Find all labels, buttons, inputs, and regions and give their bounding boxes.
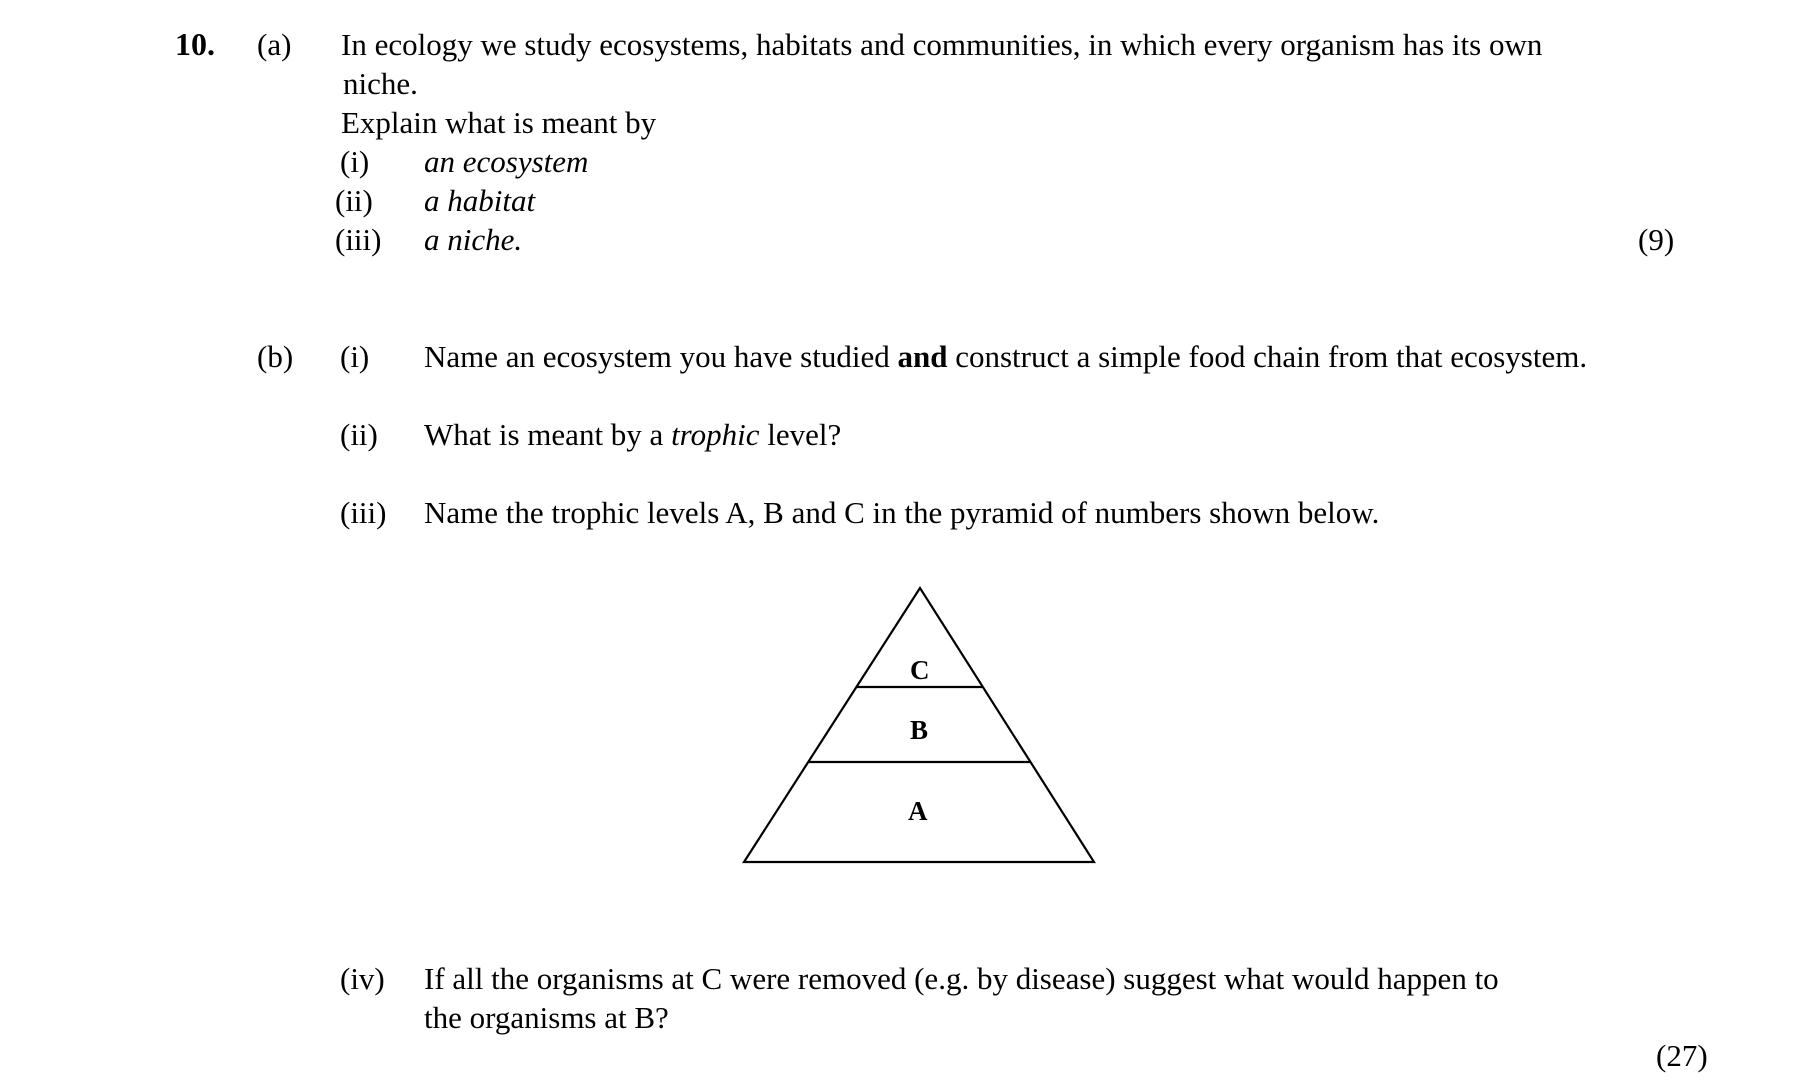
part-b-item-iv-line1: If all the organisms at C were removed (e.g. by disease) suggest what would happen to: [424, 961, 1499, 996]
pyramid-level-c-label: C: [910, 655, 930, 685]
text-segment: construct a simple food chain from that ecosystem.: [947, 339, 1588, 374]
part-b-marks: (27): [1656, 1038, 1708, 1073]
part-a-item-text: an ecosystem: [424, 144, 589, 179]
part-a-item-label: (i): [340, 144, 370, 179]
part-b-item-label: (ii): [340, 417, 378, 452]
part-a-item-label: (ii): [335, 183, 373, 218]
part-a-item-label: (iii): [335, 222, 382, 257]
part-a-label: (a): [257, 27, 292, 62]
part-b-label: (b): [257, 339, 294, 374]
part-a-item-text: a habitat: [424, 183, 536, 218]
pyramid-level-b-label: B: [910, 715, 929, 745]
part-b-item-label: (i): [340, 339, 370, 374]
emphasis-italic: trophic: [671, 417, 760, 452]
part-a-intro-line1: In ecology we study ecosystems, habitats and communities, in which every organism has its own: [341, 27, 1543, 62]
part-a-intro-line2: niche.: [343, 66, 418, 101]
emphasis-bold: and: [897, 339, 948, 374]
part-b-item-label: (iii): [340, 495, 387, 530]
part-b-item-iii-text: Name the trophic levels A, B and C in the pyramid of numbers shown below.: [424, 495, 1380, 530]
part-a-item-text: a niche.: [424, 222, 523, 257]
part-b-item-iv-line2: the organisms at B?: [424, 1000, 669, 1035]
question-number: 10.: [175, 26, 215, 62]
text-segment: Name an ecosystem you have studied: [424, 339, 898, 374]
part-b-item-label: (iv): [340, 961, 385, 996]
part-a-prompt: Explain what is meant by: [341, 105, 657, 140]
pyramid-level-a-label: A: [908, 796, 928, 826]
part-a-marks: (9): [1638, 222, 1675, 257]
text-segment: level?: [759, 417, 842, 452]
text-segment: What is meant by a: [424, 417, 672, 452]
